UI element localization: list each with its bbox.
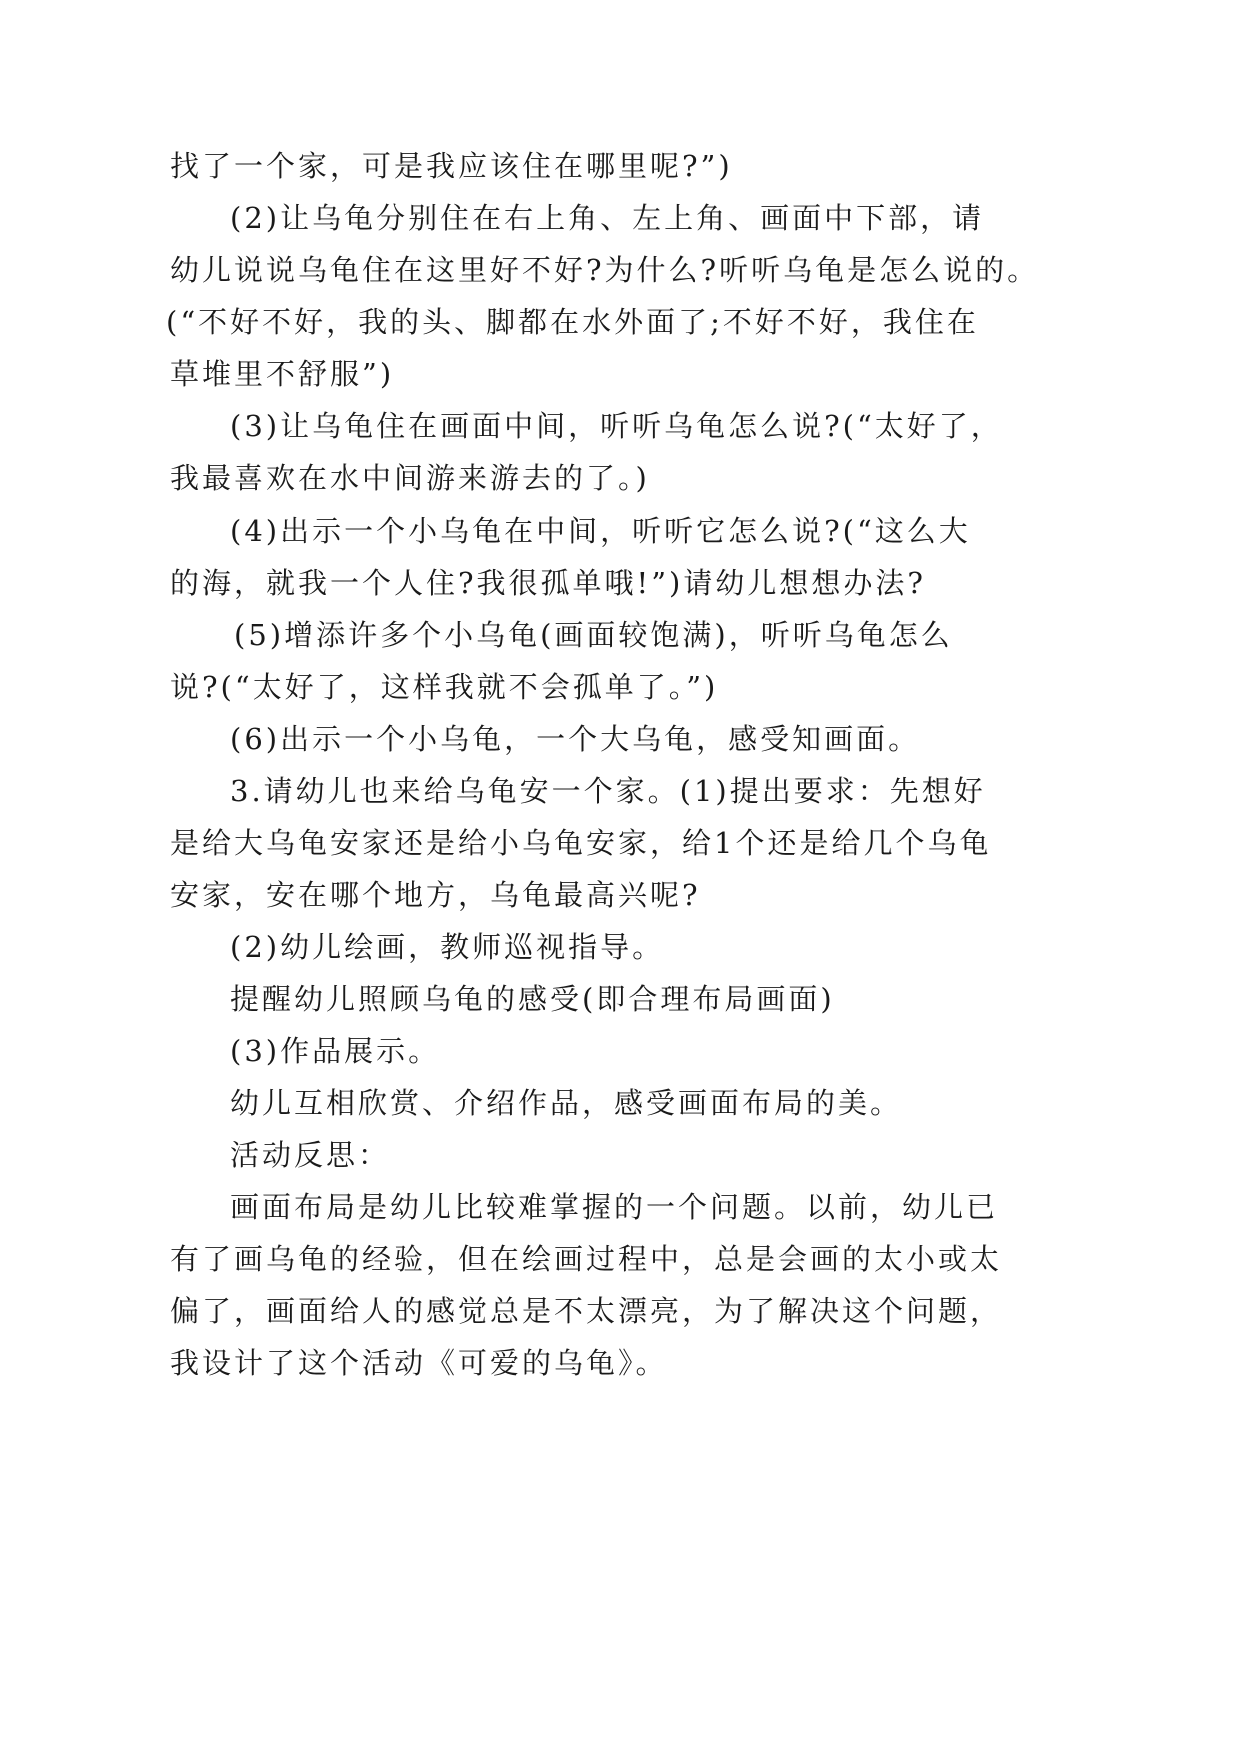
text-line: (“不好不好，我的头、脚都在水外面了;不好不好，我住在: [166, 305, 979, 339]
text-line: (6)出示一个小乌龟，一个大乌龟，感受知画面。: [230, 722, 921, 756]
text-line: 安家，安在哪个地方，乌龟最高兴呢?: [170, 878, 701, 912]
text-line: (4)出示一个小乌龟在中间，听听它怎么说?(“这么大: [230, 514, 971, 548]
text-line: 幼儿互相欣赏、介绍作品，感受画面布局的美。: [230, 1086, 903, 1120]
text-line: 有了画乌龟的经验，但在绘画过程中，总是会画的太小或太: [170, 1242, 1003, 1276]
text-line: (3)作品展示。: [230, 1034, 441, 1068]
text-line: (5)增添许多个小乌龟(画面较饱满)，听听乌龟怎么: [234, 618, 953, 652]
text-line: 画面布局是幼儿比较难掌握的一个问题。以前，幼儿已: [230, 1190, 999, 1224]
text-line: 提醒幼儿照顾乌龟的感受(即合理布局画面): [230, 982, 835, 1016]
text-line: (2)幼儿绘画，教师巡视指导。: [230, 930, 665, 964]
text-line: 3.请幼儿也来给乌龟安一个家。(1)提出要求：先想好: [230, 774, 986, 808]
text-line: 的海，就我一个人住?我很孤单哦!”)请幼儿想想办法?: [170, 566, 926, 600]
text-line: 是给大乌龟安家还是给小乌龟安家，给1个还是给几个乌龟: [170, 826, 992, 860]
text-line: 我设计了这个活动《可爱的乌龟》。: [170, 1346, 668, 1380]
text-line: 我最喜欢在水中间游来游去的了。): [170, 461, 650, 495]
text-line: 说?(“太好了，这样我就不会孤单了。”): [170, 670, 719, 704]
text-line: 幼儿说说乌龟住在这里好不好?为什么?听听乌龟是怎么说的。: [170, 253, 1040, 287]
text-line: 找了一个家，可是我应该住在哪里呢?”): [170, 149, 733, 183]
text-line: 偏了，画面给人的感觉总是不太漂亮，为了解决这个问题，: [170, 1294, 1003, 1328]
text-line: (3)让乌龟住在画面中间，听听乌龟怎么说?(“太好了，: [230, 409, 1003, 443]
text-line: 活动反思：: [230, 1138, 391, 1172]
text-line: (2)让乌龟分别住在右上角、左上角、画面中下部，请: [230, 201, 985, 235]
text-line: 草堆里不舒服”): [170, 357, 395, 391]
